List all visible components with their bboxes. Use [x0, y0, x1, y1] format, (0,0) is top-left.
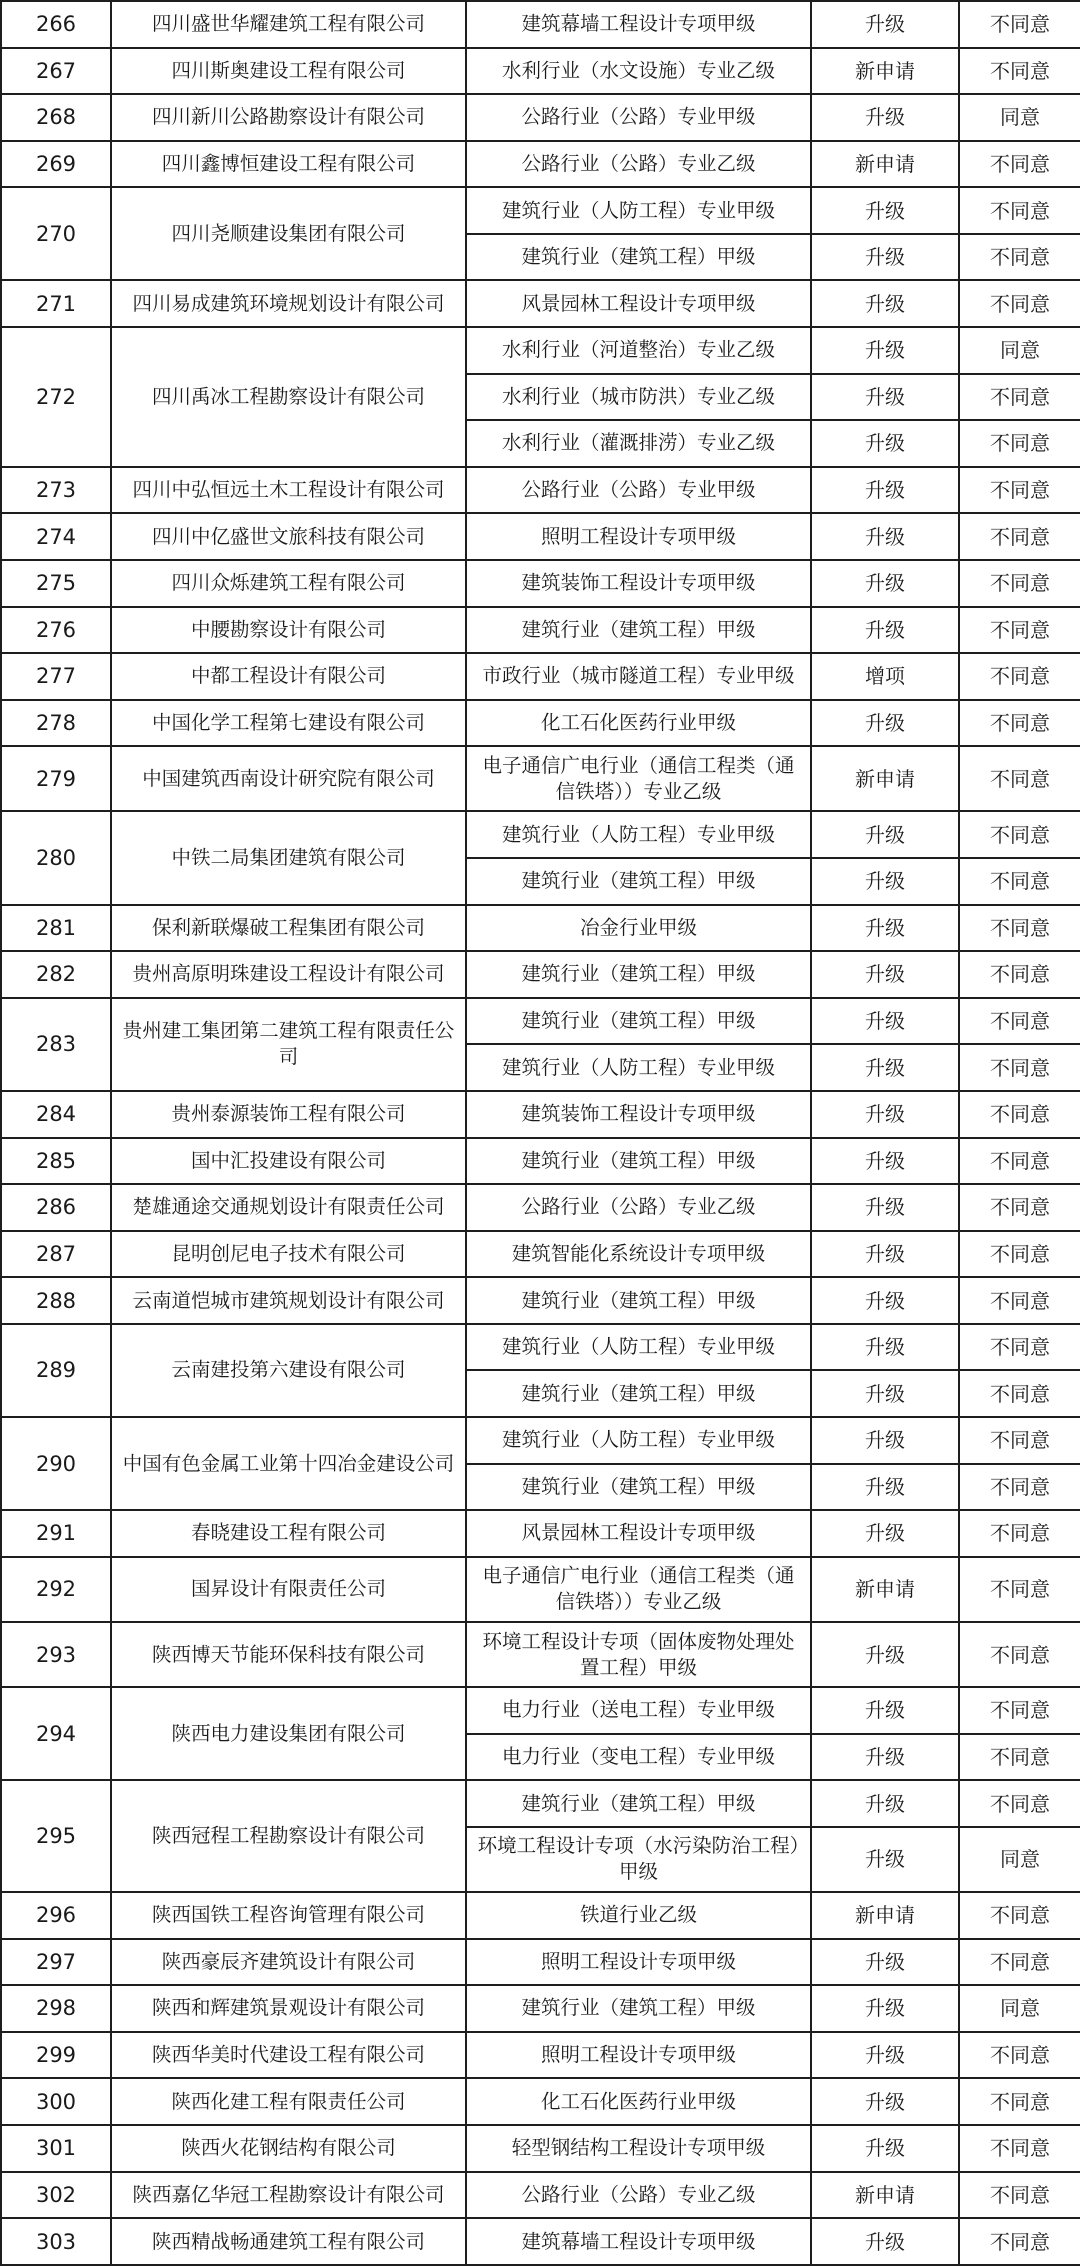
review-result: 不同意 — [959, 2172, 1080, 2219]
row-number: 298 — [1, 1985, 111, 2032]
table-row — [1, 1138, 1080, 1185]
qualification: 环境工程设计专项（固体废物处理处置工程）甲级 — [466, 1622, 811, 1687]
table-row — [1, 2218, 1080, 2265]
row-number: 270 — [1, 187, 111, 280]
row-number: 272 — [1, 327, 111, 467]
review-result: 不同意 — [959, 2078, 1080, 2125]
table-row — [1, 1, 1080, 48]
application-type: 升级 — [811, 811, 959, 858]
company-name: 陕西化建工程有限责任公司 — [111, 2078, 466, 2125]
company-name: 中国建筑西南设计研究院有限公司 — [111, 746, 466, 811]
qualification: 化工石化医药行业甲级 — [466, 700, 811, 747]
table-row — [1, 2078, 1080, 2125]
company-name: 中国有色金属工业第十四冶金建设公司 — [111, 1417, 466, 1510]
row-number: 290 — [1, 1417, 111, 1510]
company-name: 陕西和辉建筑景观设计有限公司 — [111, 1985, 466, 2032]
application-type: 升级 — [811, 2218, 959, 2265]
review-result: 不同意 — [959, 1184, 1080, 1231]
review-result: 不同意 — [959, 653, 1080, 700]
table-row — [1, 280, 1080, 327]
application-type: 升级 — [811, 374, 959, 421]
review-result: 不同意 — [959, 1, 1080, 48]
company-name: 四川禹冰工程勘察设计有限公司 — [111, 327, 466, 467]
application-type: 新申请 — [811, 48, 959, 95]
review-result: 不同意 — [959, 2032, 1080, 2079]
review-result: 不同意 — [959, 998, 1080, 1045]
row-number: 297 — [1, 1939, 111, 1986]
qualification: 水利行业（水文设施）专业乙级 — [466, 48, 811, 95]
company-name: 保利新联爆破工程集团有限公司 — [111, 905, 466, 952]
qualification: 建筑智能化系统设计专项甲级 — [466, 1231, 811, 1278]
qualification: 电子通信广电行业（通信工程类（通信铁塔））专业乙级 — [466, 1557, 811, 1622]
application-type: 升级 — [811, 2032, 959, 2079]
application-type: 升级 — [811, 560, 959, 607]
row-number: 287 — [1, 1231, 111, 1278]
application-type: 升级 — [811, 1091, 959, 1138]
row-number: 292 — [1, 1557, 111, 1622]
review-result: 不同意 — [959, 420, 1080, 467]
row-number: 279 — [1, 746, 111, 811]
qualification: 建筑行业（人防工程）专业甲级 — [466, 1417, 811, 1464]
table-row — [1, 746, 1080, 811]
table-row — [1, 1277, 1080, 1324]
table-row — [1, 905, 1080, 952]
company-name: 国中汇投建设有限公司 — [111, 1138, 466, 1185]
company-name: 四川中弘恒远土木工程设计有限公司 — [111, 467, 466, 514]
row-number: 303 — [1, 2218, 111, 2265]
qualification: 建筑行业（建筑工程）甲级 — [466, 858, 811, 905]
company-name: 中都工程设计有限公司 — [111, 653, 466, 700]
application-type: 升级 — [811, 1, 959, 48]
qualification: 建筑行业（人防工程）专业甲级 — [466, 187, 811, 234]
company-name: 昆明创尼电子技术有限公司 — [111, 1231, 466, 1278]
application-type: 升级 — [811, 1231, 959, 1278]
qualification: 环境工程设计专项（水污染防治工程）甲级 — [466, 1827, 811, 1892]
row-number: 300 — [1, 2078, 111, 2125]
review-result: 不同意 — [959, 1510, 1080, 1557]
review-result: 不同意 — [959, 513, 1080, 560]
application-type: 新申请 — [811, 1892, 959, 1939]
row-number: 285 — [1, 1138, 111, 1185]
company-name: 贵州建工集团第二建筑工程有限责任公司 — [111, 998, 466, 1091]
application-type: 升级 — [811, 1622, 959, 1687]
row-number: 281 — [1, 905, 111, 952]
review-result: 不同意 — [959, 1044, 1080, 1091]
company-name: 四川易成建筑环境规划设计有限公司 — [111, 280, 466, 327]
review-result: 不同意 — [959, 811, 1080, 858]
application-type: 升级 — [811, 1370, 959, 1417]
qualification: 建筑幕墙工程设计专项甲级 — [466, 1, 811, 48]
company-name: 四川众烁建筑工程有限公司 — [111, 560, 466, 607]
table-row — [1, 951, 1080, 998]
qualification: 冶金行业甲级 — [466, 905, 811, 952]
review-result: 不同意 — [959, 374, 1080, 421]
review-result: 不同意 — [959, 1622, 1080, 1687]
row-number: 280 — [1, 811, 111, 904]
table-row — [1, 560, 1080, 607]
table-row — [1, 48, 1080, 95]
qualification: 公路行业（公路）专业乙级 — [466, 1184, 811, 1231]
qualification: 建筑行业（人防工程）专业甲级 — [466, 811, 811, 858]
review-result: 不同意 — [959, 1417, 1080, 1464]
row-number: 288 — [1, 1277, 111, 1324]
application-type: 升级 — [811, 1324, 959, 1371]
table-row — [1, 187, 1080, 234]
table-row — [1, 1184, 1080, 1231]
row-number: 283 — [1, 998, 111, 1091]
review-result: 不同意 — [959, 1464, 1080, 1511]
application-type: 升级 — [811, 420, 959, 467]
qualification: 轻型钢结构工程设计专项甲级 — [466, 2125, 811, 2172]
row-number: 289 — [1, 1324, 111, 1417]
row-number: 284 — [1, 1091, 111, 1138]
qualification: 建筑行业（建筑工程）甲级 — [466, 1780, 811, 1827]
row-number: 275 — [1, 560, 111, 607]
application-type: 升级 — [811, 1417, 959, 1464]
review-result: 不同意 — [959, 1734, 1080, 1781]
table-row — [1, 2125, 1080, 2172]
company-name: 中腰勘察设计有限公司 — [111, 607, 466, 654]
application-type: 升级 — [811, 1184, 959, 1231]
table-row — [1, 1892, 1080, 1939]
review-result: 不同意 — [959, 1277, 1080, 1324]
review-result: 不同意 — [959, 607, 1080, 654]
company-name: 陕西嘉亿华冠工程勘察设计有限公司 — [111, 2172, 466, 2219]
company-name: 陕西电力建设集团有限公司 — [111, 1687, 466, 1780]
qualification: 建筑行业（建筑工程）甲级 — [466, 951, 811, 998]
qualification: 建筑行业（人防工程）专业甲级 — [466, 1044, 811, 1091]
row-number: 269 — [1, 141, 111, 188]
review-result: 不同意 — [959, 280, 1080, 327]
review-result: 不同意 — [959, 2125, 1080, 2172]
application-type: 升级 — [811, 1138, 959, 1185]
application-type: 升级 — [811, 1734, 959, 1781]
qualification: 风景园林工程设计专项甲级 — [466, 280, 811, 327]
review-result: 不同意 — [959, 1091, 1080, 1138]
row-number: 299 — [1, 2032, 111, 2079]
review-result: 不同意 — [959, 560, 1080, 607]
company-name: 陕西冠程工程勘察设计有限公司 — [111, 1780, 466, 1892]
review-result: 不同意 — [959, 2218, 1080, 2265]
table-row — [1, 811, 1080, 858]
row-number: 278 — [1, 700, 111, 747]
application-type: 升级 — [811, 2078, 959, 2125]
row-number: 271 — [1, 280, 111, 327]
application-type: 升级 — [811, 1939, 959, 1986]
qualification: 水利行业（城市防洪）专业乙级 — [466, 374, 811, 421]
table-row — [1, 1557, 1080, 1622]
review-result: 不同意 — [959, 1687, 1080, 1734]
application-type: 升级 — [811, 700, 959, 747]
application-type: 新申请 — [811, 2172, 959, 2219]
application-type: 升级 — [811, 467, 959, 514]
table-row — [1, 700, 1080, 747]
application-type: 新申请 — [811, 746, 959, 811]
row-number: 286 — [1, 1184, 111, 1231]
row-number: 291 — [1, 1510, 111, 1557]
application-type: 升级 — [811, 234, 959, 281]
application-type: 升级 — [811, 1277, 959, 1324]
table-row — [1, 607, 1080, 654]
row-number: 274 — [1, 513, 111, 560]
qualification: 市政行业（城市隧道工程）专业甲级 — [466, 653, 811, 700]
company-name: 陕西博天节能环保科技有限公司 — [111, 1622, 466, 1687]
table-row — [1, 2032, 1080, 2079]
row-number: 276 — [1, 607, 111, 654]
qualification: 建筑行业（人防工程）专业甲级 — [466, 1324, 811, 1371]
review-result: 不同意 — [959, 187, 1080, 234]
qualification: 照明工程设计专项甲级 — [466, 1939, 811, 1986]
company-name: 四川鑫博恒建设工程有限公司 — [111, 141, 466, 188]
table-row — [1, 2172, 1080, 2219]
row-number: 296 — [1, 1892, 111, 1939]
review-result: 不同意 — [959, 467, 1080, 514]
review-result: 不同意 — [959, 1780, 1080, 1827]
review-result: 同意 — [959, 94, 1080, 141]
application-type: 升级 — [811, 1464, 959, 1511]
application-type: 升级 — [811, 607, 959, 654]
company-name: 楚雄通途交通规划设计有限责任公司 — [111, 1184, 466, 1231]
company-name: 春晓建设工程有限公司 — [111, 1510, 466, 1557]
table-row — [1, 1231, 1080, 1278]
company-name: 陕西豪辰齐建筑设计有限公司 — [111, 1939, 466, 1986]
application-type: 升级 — [811, 1687, 959, 1734]
application-type: 升级 — [811, 1044, 959, 1091]
table-row — [1, 1622, 1080, 1687]
company-name: 四川中亿盛世文旅科技有限公司 — [111, 513, 466, 560]
review-result: 同意 — [959, 327, 1080, 374]
application-type: 升级 — [811, 905, 959, 952]
review-result: 不同意 — [959, 234, 1080, 281]
company-name: 云南道恺城市建筑规划设计有限公司 — [111, 1277, 466, 1324]
qualification: 公路行业（公路）专业乙级 — [466, 2172, 811, 2219]
application-type: 升级 — [811, 187, 959, 234]
qualification: 铁道行业乙级 — [466, 1892, 811, 1939]
qualification: 风景园林工程设计专项甲级 — [466, 1510, 811, 1557]
company-name: 贵州泰源装饰工程有限公司 — [111, 1091, 466, 1138]
row-number: 294 — [1, 1687, 111, 1780]
review-result: 不同意 — [959, 1138, 1080, 1185]
qualification: 建筑行业（建筑工程）甲级 — [466, 1464, 811, 1511]
table-row — [1, 94, 1080, 141]
application-type: 升级 — [811, 513, 959, 560]
company-name: 四川尧顺建设集团有限公司 — [111, 187, 466, 280]
row-number: 295 — [1, 1780, 111, 1892]
qualification: 建筑幕墙工程设计专项甲级 — [466, 2218, 811, 2265]
qualification: 建筑行业（建筑工程）甲级 — [466, 998, 811, 1045]
application-type: 升级 — [811, 327, 959, 374]
review-result: 不同意 — [959, 905, 1080, 952]
row-number: 282 — [1, 951, 111, 998]
company-name: 四川斯奥建设工程有限公司 — [111, 48, 466, 95]
qualification: 电力行业（送电工程）专业甲级 — [466, 1687, 811, 1734]
row-number: 268 — [1, 94, 111, 141]
application-type: 升级 — [811, 2125, 959, 2172]
table-row — [1, 1324, 1080, 1371]
qualification: 建筑装饰工程设计专项甲级 — [466, 560, 811, 607]
qualification: 公路行业（公路）专业甲级 — [466, 467, 811, 514]
table-row — [1, 1417, 1080, 1464]
qualification: 建筑行业（建筑工程）甲级 — [466, 607, 811, 654]
table-row — [1, 1091, 1080, 1138]
application-type: 升级 — [811, 951, 959, 998]
review-result: 同意 — [959, 1827, 1080, 1892]
table-row — [1, 467, 1080, 514]
review-result: 不同意 — [959, 951, 1080, 998]
review-result: 不同意 — [959, 1231, 1080, 1278]
application-type: 升级 — [811, 858, 959, 905]
row-number: 293 — [1, 1622, 111, 1687]
application-type: 升级 — [811, 998, 959, 1045]
table-row — [1, 1687, 1080, 1734]
review-result: 不同意 — [959, 858, 1080, 905]
company-name: 中国化学工程第七建设有限公司 — [111, 700, 466, 747]
qualification: 建筑装饰工程设计专项甲级 — [466, 1091, 811, 1138]
application-type: 新申请 — [811, 141, 959, 188]
qualification: 化工石化医药行业甲级 — [466, 2078, 811, 2125]
company-name: 云南建投第六建设有限公司 — [111, 1324, 466, 1417]
table-row — [1, 1939, 1080, 1986]
review-result: 不同意 — [959, 1370, 1080, 1417]
review-result: 不同意 — [959, 48, 1080, 95]
table-row — [1, 653, 1080, 700]
company-name: 陕西华美时代建设工程有限公司 — [111, 2032, 466, 2079]
application-type: 增项 — [811, 653, 959, 700]
company-name: 陕西精战畅通建筑工程有限公司 — [111, 2218, 466, 2265]
table-row — [1, 1510, 1080, 1557]
qualification: 建筑行业（建筑工程）甲级 — [466, 1370, 811, 1417]
qualification: 水利行业（河道整治）专业乙级 — [466, 327, 811, 374]
company-name: 国昇设计有限责任公司 — [111, 1557, 466, 1622]
qualification: 照明工程设计专项甲级 — [466, 513, 811, 560]
review-result: 不同意 — [959, 746, 1080, 811]
application-type: 新申请 — [811, 1557, 959, 1622]
row-number: 273 — [1, 467, 111, 514]
row-number: 301 — [1, 2125, 111, 2172]
qualification: 建筑行业（建筑工程）甲级 — [466, 1277, 811, 1324]
company-name: 四川新川公路勘察设计有限公司 — [111, 94, 466, 141]
row-number: 267 — [1, 48, 111, 95]
qualification: 电力行业（变电工程）专业甲级 — [466, 1734, 811, 1781]
table-body — [1, 1, 1080, 2265]
review-result: 不同意 — [959, 1324, 1080, 1371]
application-type: 升级 — [811, 1985, 959, 2032]
company-name: 贵州高原明珠建设工程设计有限公司 — [111, 951, 466, 998]
row-number: 266 — [1, 1, 111, 48]
review-result: 同意 — [959, 1985, 1080, 2032]
table-row — [1, 1985, 1080, 2032]
table-row — [1, 327, 1080, 374]
review-result: 不同意 — [959, 700, 1080, 747]
table-row — [1, 1780, 1080, 1827]
company-name: 陕西火花钢结构有限公司 — [111, 2125, 466, 2172]
qualification: 建筑行业（建筑工程）甲级 — [466, 1985, 811, 2032]
company-name: 陕西国铁工程咨询管理有限公司 — [111, 1892, 466, 1939]
application-type: 升级 — [811, 1510, 959, 1557]
application-type: 升级 — [811, 1780, 959, 1827]
table-row — [1, 513, 1080, 560]
qualification: 公路行业（公路）专业乙级 — [466, 141, 811, 188]
company-name: 四川盛世华耀建筑工程有限公司 — [111, 1, 466, 48]
table-row — [1, 998, 1080, 1045]
application-type: 升级 — [811, 94, 959, 141]
review-result: 不同意 — [959, 1557, 1080, 1622]
qualification: 照明工程设计专项甲级 — [466, 2032, 811, 2079]
qualification: 建筑行业（建筑工程）甲级 — [466, 1138, 811, 1185]
review-result: 不同意 — [959, 1892, 1080, 1939]
application-type: 升级 — [811, 1827, 959, 1892]
qualification: 电子通信广电行业（通信工程类（通信铁塔））专业乙级 — [466, 746, 811, 811]
table-row — [1, 141, 1080, 188]
review-result: 不同意 — [959, 1939, 1080, 1986]
qualification: 公路行业（公路）专业甲级 — [466, 94, 811, 141]
qualification: 建筑行业（建筑工程）甲级 — [466, 234, 811, 281]
row-number: 277 — [1, 653, 111, 700]
review-result: 不同意 — [959, 141, 1080, 188]
company-name: 中铁二局集团建筑有限公司 — [111, 811, 466, 904]
row-number: 302 — [1, 2172, 111, 2219]
application-type: 升级 — [811, 280, 959, 327]
qualification: 水利行业（灌溉排涝）专业乙级 — [466, 420, 811, 467]
